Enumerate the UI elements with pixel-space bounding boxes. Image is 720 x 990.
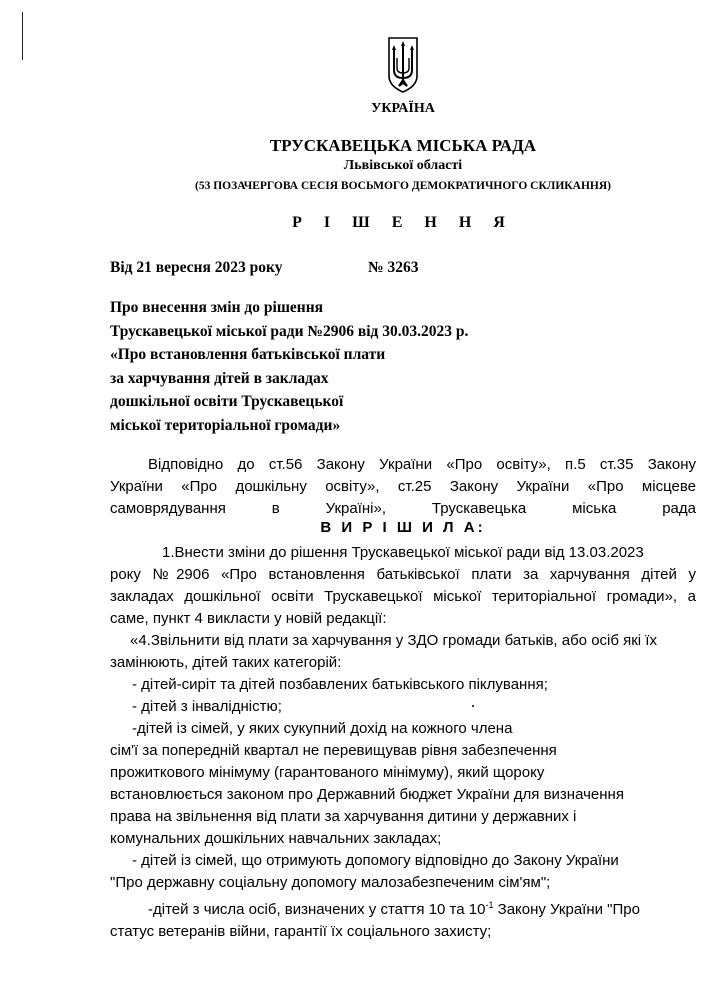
- low-income-line: комунальних дошкільних навчальних закладах;: [110, 830, 442, 847]
- social-aid-line: - дітей із сімей, що отримують допомогу відповідно до Закону України: [132, 852, 619, 869]
- subject-line: міської територіальної громади»: [110, 416, 341, 434]
- item1-line: 1.Внести зміни до рішення Трускавецької міської ради від 13.03.2023: [162, 544, 644, 561]
- subject-line: дошкільної освіти Трускавецької: [110, 393, 344, 410]
- item1-line: саме, пункт 4 викласти у новій редакції:: [110, 610, 387, 627]
- margin-mark: [22, 12, 23, 60]
- stray-dot: [472, 705, 474, 707]
- decision-number: № 3263: [368, 259, 419, 276]
- low-income-line: встановлюється законом про Державний бюджет України для визначення: [110, 786, 624, 803]
- orphans-item: - дітей-сиріт та дітей позбавлених батьківського піклування;: [132, 676, 548, 693]
- trident-emblem-icon: [386, 36, 420, 94]
- item1-line: закладах дошкільної освіти Трускавецької міської територіальної громади», а: [110, 588, 696, 605]
- resolved-heading: В И Р І Ш И Л А:: [320, 519, 486, 536]
- decision-body: [110, 542, 696, 943]
- preamble-paragraph: [110, 454, 696, 520]
- preamble-line: самоврядування в Україні», Трускавецька міська рада: [110, 500, 696, 517]
- social-aid-line: "Про державну соціальну допомогу малозабезпеченим сім'ям";: [110, 874, 551, 891]
- subject-line: Про внесення змін до рішення: [110, 299, 324, 316]
- document-type: Р І Ш Е Н Н Я: [292, 214, 514, 231]
- low-income-line: -дітей із сімей, у яких сукупний дохід на кожного члена: [132, 720, 513, 737]
- country-title: УКРАЇНА: [371, 101, 435, 116]
- point4-line: «4.Звільнити від плати за харчування у ЗДО громади батьків, або осіб які їх: [130, 632, 657, 649]
- decision-date: Від 21 вересня 2023 року: [110, 259, 283, 276]
- preamble-line: України «Про дошкільну освіту», ст.25 Закону України «Про місцеве: [110, 478, 696, 495]
- subject-line: Трускавецької міської ради №2906 від 30.03.2023 р.: [110, 322, 469, 340]
- disabled-item: - дітей з інвалідністю;: [132, 698, 282, 715]
- council-title: ТРУСКАВЕЦЬКА МІСЬКА РАДА: [269, 136, 537, 155]
- item1-line: року №2906 «Про встановлення батьківської плати за харчування дітей у: [110, 566, 696, 583]
- session-line: (53 ПОЗАЧЕРГОВА СЕСІЯ ВОСЬМОГО ДЕМОКРАТИЧНОГО СКЛИКАННЯ): [195, 180, 611, 192]
- veterans-line: [110, 894, 696, 921]
- subject-line: за харчування дітей в закладах: [110, 369, 329, 387]
- oblast-subtitle: Львівської області: [343, 158, 463, 173]
- veterans-text: Закону України "Про: [493, 901, 640, 918]
- article-superscript: -1: [485, 900, 494, 910]
- subject-line: «Про встановлення батьківської плати: [110, 346, 386, 363]
- point4-line: замінюють, дітей таких категорій:: [110, 654, 342, 671]
- veterans-line: статус ветеранів війни, гарантії їх соціального захисту;: [110, 923, 492, 940]
- decision-subject: [110, 296, 468, 437]
- preamble-line: Відповідно до ст.56 Закону України «Про освіту», п.5 ст.35 Закону: [148, 456, 696, 473]
- low-income-line: права на звільнення від плати за харчування дитини у державних і: [110, 808, 577, 825]
- low-income-line: сім'ї за попередній квартал не перевищував рівня забезпечення: [110, 742, 557, 759]
- low-income-line: прожиткового мінімуму (гарантованого мінімуму), який щороку: [110, 764, 545, 781]
- veterans-text: -дітей з числа осіб, визначених у стаття 10 та 10: [148, 901, 486, 918]
